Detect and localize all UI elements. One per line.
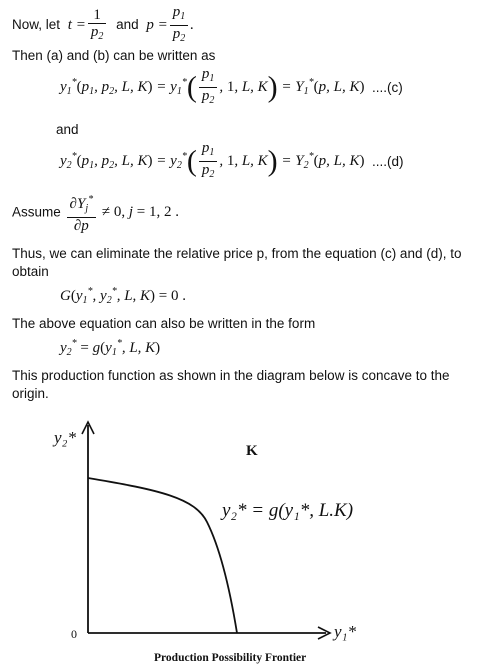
curve-label: y₂* = g(y₁*, L.K) [222, 500, 354, 521]
assume-word: Assume [12, 204, 61, 220]
definition-prefix: Now, let [12, 16, 61, 32]
t-definition: t = $\frac{1}{p_2}$ [68, 17, 109, 33]
origin-label: 0 [71, 627, 77, 641]
equation-g: $G(y_1^*$, $y_2^*$, L, K) = 0 . [60, 286, 187, 306]
equation-d-tag: ....(d) [372, 154, 404, 169]
assume-condition: $\frac{\partial Y_j^*}{\partial p}$ ≠ 0, j = 1, 2 . [65, 204, 179, 220]
figure-caption: Production Possibility Frontier [154, 652, 307, 664]
equation-g-form: $y_2^* = g(y_1^*$, L, K) [60, 338, 161, 358]
equation-c-tag: ....(c) [372, 80, 403, 95]
definition-and: and [116, 16, 139, 32]
concave-paragraph: This production function as shown in the diagram below is concave to the origin. [12, 368, 450, 401]
p-definition: p = $\frac{p_1}{p_2}$ . [146, 4, 195, 44]
x-axis-label: y₁* [334, 622, 356, 641]
equation-c: $y_1^*(p_1$, $p_2$, L, $K) = y_1^*$( $\frac{p_1}{p_2}$ , 1, L, $K) = Y_1^*(p$, L, K) [60, 66, 365, 106]
then-line: Then (a) and (b) can be written as [12, 48, 216, 63]
k-label: K [246, 443, 258, 459]
y-axis-label: y₂* [54, 428, 76, 447]
and-line: and [56, 122, 79, 137]
frontier-curve [88, 478, 237, 633]
form-line: The above equation can also be written in the form [12, 316, 316, 331]
equation-d: $y_2^*(p_1$, $p_2$, L, $K) = y_2^*$( $\frac{p_1}{p_2}$ , 1, L, $K) = Y_2^*(p$, L, K) [60, 140, 365, 180]
eliminate-paragraph: Thus, we can eliminate the relative price p, from the equation (c) and (d), to obtain [12, 246, 462, 279]
